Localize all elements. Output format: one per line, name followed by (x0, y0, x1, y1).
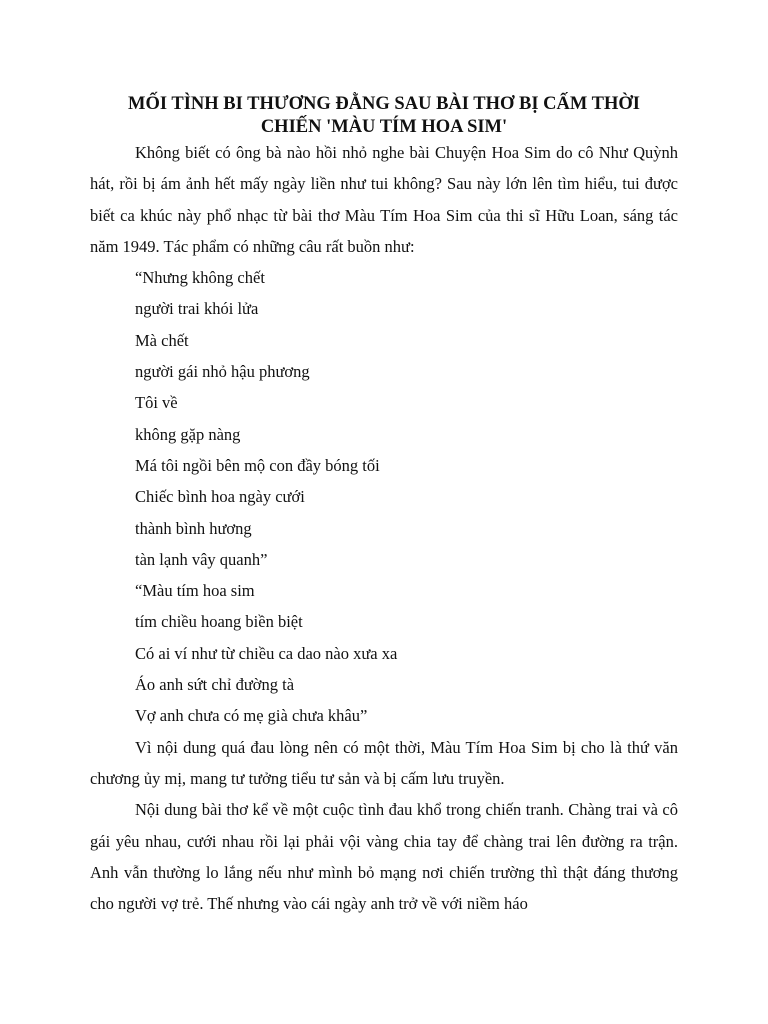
document-body (90, 137, 678, 919)
paragraph-censorship: Vì nội dung quá đau lòng nên có một thời, Màu Tím Hoa Sim bị cho là thứ văn chương ủy mị, mang tư tưởng tiểu tư sản và bị cấm lưu truyền. (90, 737, 678, 788)
verse-line: tím chiều hoang biền biệt (135, 612, 303, 632)
verse-line: người trai khói lửa (135, 299, 259, 319)
verse-line: tàn lạnh vây quanh” (135, 549, 268, 569)
verse-line: Có ai ví như từ chiều ca dao nào xưa xa (135, 643, 398, 663)
title-line-1: MỐI TÌNH BI THƯƠNG ĐẰNG SAU BÀI THƠ BỊ CẤM THỜI (128, 94, 640, 114)
verse-line: không gặp nàng (135, 424, 241, 444)
verse-line: Má tôi ngồi bên mộ con đầy bóng tối (135, 455, 380, 475)
verse-line: “Nhưng không chết (135, 268, 265, 288)
title-line-2: CHIẾN 'MÀU TÍM HOA SIM' (260, 117, 508, 137)
verse-line: “Màu tím hoa sim (135, 581, 255, 601)
verse-line: Áo anh sứt chỉ đường tà (135, 675, 295, 695)
verse-line: Vợ anh chưa có mẹ già chưa khâu” (135, 706, 368, 726)
verse-line: Mà chết (135, 330, 189, 350)
paragraph-intro: Không biết có ông bà nào hồi nhỏ nghe bài Chuyện Hoa Sim do cô Như Quỳnh hát, rồi bị ám ảnh hết mấy ngày liền như tui không? Sau này lớn lên tìm hiểu, tui được biết ca khúc này phổ nhạc từ bài thơ Màu Tím Hoa Sim của thi sĩ Hữu Loan, sáng tác năm 1949. Tác phẩm có những câu rất buồn như: (90, 143, 678, 256)
verse-line: Tôi về (135, 393, 178, 413)
document-title (90, 93, 678, 139)
paragraph-story: Nội dung bài thơ kể về một cuộc tình đau khổ trong chiến tranh. Chàng trai và cô gái yêu nhau, cưới nhau rồi lại phải vội vàng chia tay để chàng trai lên đường ra trận. Anh vẫn thường lo lắng nếu như mình bỏ mạng nơi chiến trường thì thật đáng thương cho người vợ trẻ. Thế nhưng vào cái ngày anh trở về với niềm háo (90, 800, 678, 914)
verse-line: người gái nhỏ hậu phương (135, 362, 310, 382)
verse-line: thành bình hương (135, 518, 252, 538)
verse-line: Chiếc bình hoa ngày cưới (135, 487, 305, 507)
